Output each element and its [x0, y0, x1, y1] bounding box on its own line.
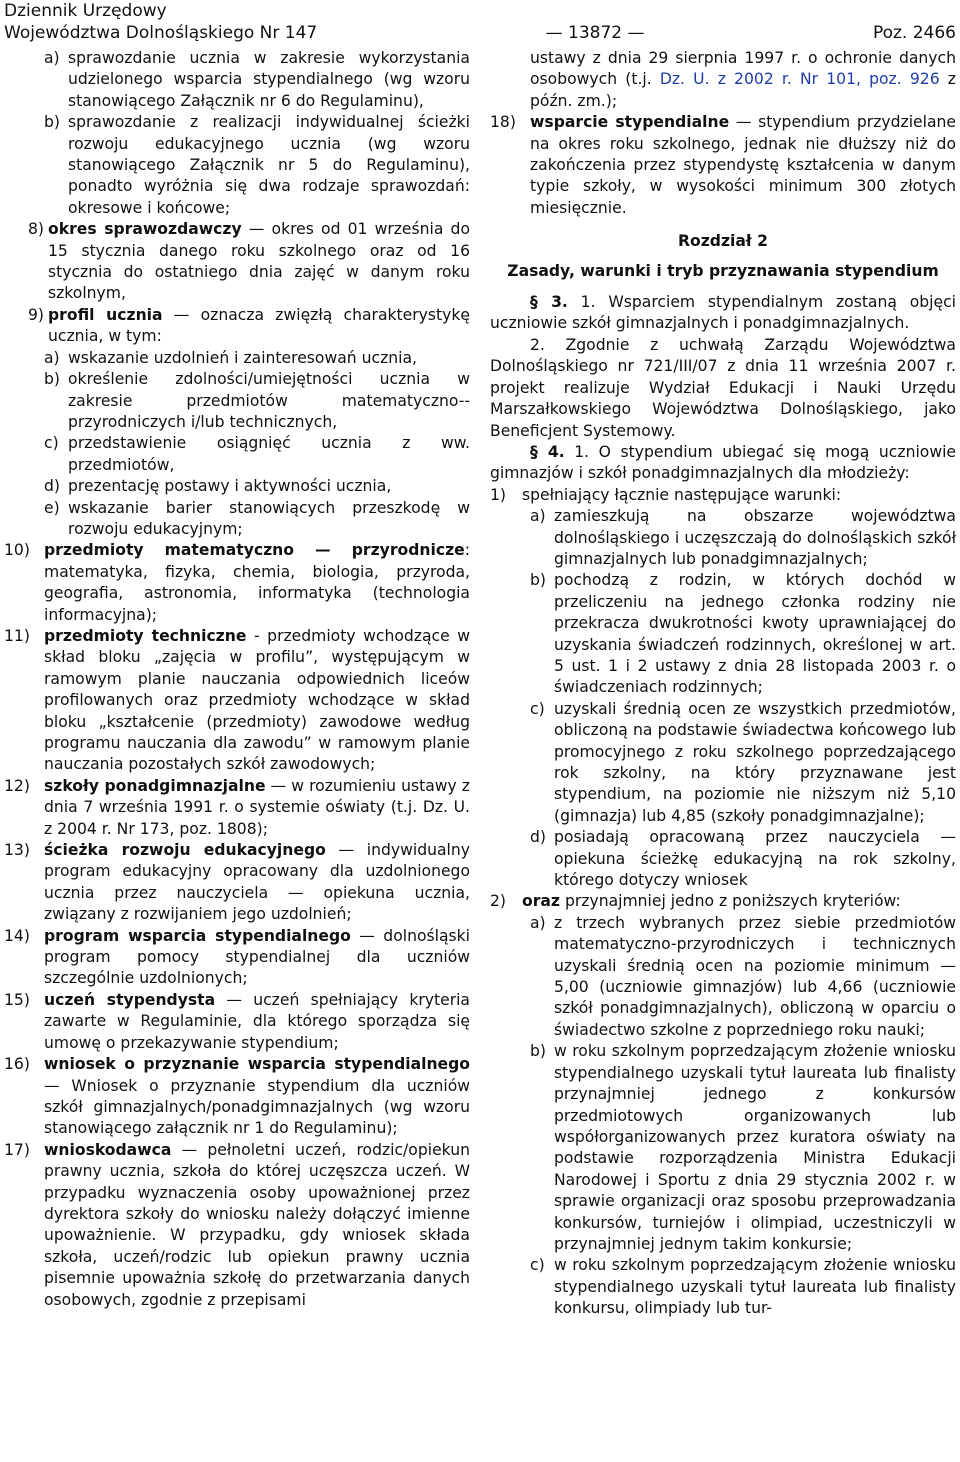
definition-14: 14) program wsparcia stypendialnego — dolnośląski program pomocy stypendialnej dla uczniów szczególnie uzdolnionych; [4, 926, 470, 988]
list-item-9c: c) przedstawienie osiągnięć ucznia z ww. przedmiotów, [44, 434, 470, 474]
page-header [4, 0, 956, 44]
definition-17: 17) wnioskodawca — pełnoletni uczeń, rodzic/opiekun prawny ucznia, szkoła do której uczęszcza uczeń. W przypadku wyznaczenia osoby upoważnionej przez dyrektora szkoły do wniosku należy dołączyć imienne upoważnienie. W przypadku, gdy wniosek składa szkoła, uczeń/rodzic lub opiekun prawny ucznia pisemnie upoważnia szkołę do przetwarzania danych osobowych, zgodnie z przepisami [4, 1140, 470, 1309]
list-item-a: a) sprawozdanie ucznia w zakresie wykorzystania udzielonego wsparcia stypendialnego (wg wzoru stanowiącego Załącznik nr 6 do Regulaminu), [44, 49, 470, 110]
voivodeship-issue: Województwa Dolnośląskiego Nr 147 [4, 23, 318, 43]
header-row [4, 22, 956, 44]
definition-12: 12) szkoły ponadgimnazjalne — w rozumieniu ustawy z dnia 7 września 1991 r. o systemie oświaty (t.j. Dz. U. z 2004 r. Nr 173, poz. 1808); [4, 776, 470, 838]
definition-9: 9) profil ucznia — oznacza zwięzłą charakterystykę ucznia, w tym: [27, 305, 470, 346]
list-item-9d: d) prezentację postawy i aktywności ucznia, [44, 477, 392, 496]
list-item-9b: b) określenie zdolności/umiejętności ucznia w zakresie przedmiotów matematyczno--przyrodniczych i/lub technicznych, [44, 370, 470, 431]
definition-18: 18) wsparcie stypendialne — stypendium przydzielane na okres roku szkolnego, jednak nie dłuższy niż do zakończenia przez stypendystę kształcenia w danym typie szkoły, w wysokości minimum 300 złotych miesięcznie. [490, 113, 957, 217]
chapter-heading: Rozdział 2 [678, 232, 768, 251]
chapter-title: Zasady, warunki i tryb przyznawania stypendium [507, 261, 939, 280]
list-item-9a: a) wskazanie uzdolnień i zainteresowań ucznia, [44, 348, 417, 367]
right-column [490, 48, 956, 1320]
condition-1b: b) pochodzą z rodzin, w których dochód w przeliczeniu na jednego członka rodziny nie przekracza dwukrotności kwoty uprawniającej do uzyskania świadczeń rodzinnych, określonej w art. 5 ust. 1 i 2 ustawy z dnia 28 listopada 2003 r. o świadczeniach rodzinnych; [530, 571, 956, 697]
definition-16: 16) wniosek o przyznanie wsparcia stypendialnego — Wniosek o przyznanie stypendium dla uczniów szkół gimnazjalnych/ponadgimnazjalnych (wg wzoru stanowiącego załącznik nr 1 do Regulaminu); [4, 1055, 470, 1138]
condition-2b: b) w roku szkolnym poprzedzającym złożenie wniosku stypendialnego uzyskali tytuł laureata lub finalisty przynajmniej jednego z konkursów przedmiotowych organizowanych lub współorganizowanych przez kuratora oświaty na podstawie rozporządzenia Ministra Edukacji Narodowej i Sportu z dnia 29 stycznia 2002 r. w sprawie organizacji oraz sposobu przeprowadzania konkursów, turniejów i olimpiad, uczestniczyli w przynajmniej jednym takim konkursie; [530, 1042, 956, 1253]
condition-2: 2) oraz przynajmniej jedno z poniższych kryteriów: [490, 892, 901, 911]
condition-2a: a) z trzech wybranych przez siebie przedmiotów matematyczno-przyrodniczych i technicznych uzyskali średnią ocen na poziomie minimum — 5,00 (uczniowie gimnazjów) lub 4,66 (uczniowie szkół ponadgimnazjalnych), obliczoną w oparciu o świadectwo szkolne z poprzedniego roku nauki; [530, 913, 956, 1039]
condition-1: 1) spełniający łącznie następujące warunki: [490, 485, 842, 504]
section-3-para-1: § 3. 1. Wsparciem stypendialnym zostaną objęci uczniowie szkół gimnazjalnych i ponadgimnazjalnych. [490, 293, 957, 333]
section-3-para-2: 2. Zgodnie z uchwałą Zarządu Województwa Dolnośląskiego nr 721/III/07 z dnia 11 września 2007 r. projekt realizuje Wydział Edukacji i Nauki Urzędu Marszałkowskiego Województwa Dolnośląskiego, jako Beneficjent Systemowy. [490, 335, 956, 440]
definition-13: 13) ścieżka rozwoju edukacyjnego — indywidualny program edukacyjny opracowany dla uzdolnionego ucznia przez nauczyciela — opiekuna ucznia, związany z rozwijaniem jego uzdolnień; [4, 841, 471, 924]
legal-reference-link[interactable]: Dz. U. z 2002 r. Nr 101, poz. 926 [659, 70, 940, 89]
definition-8: 8) okres sprawozdawczy — okres od 01 września do 15 stycznia danego roku szkolnego oraz od 16 stycznia do ostatniego dnia zajęć w danym roku szkolnym, [27, 220, 470, 303]
list-item-b: b) sprawozdanie z realizacji indywidualnej ścieżki rozwoju edukacyjnego ucznia (wg wzoru stanowiącego Załącznik nr 5 do Regulaminu), ponadto wyróżnia się dwa rodzaje sprawozdań: okresowe i końcowe; [44, 113, 470, 217]
definition-15: 15) uczeń stypendysta — uczeń spełniający kryteria zawarte w Regulaminie, dla którego sporządza się umowę o przekazywanie stypendium; [4, 990, 470, 1052]
page-number: — 13872 — [545, 23, 645, 43]
journal-title: Dziennik Urzędowy [4, 1, 167, 21]
left-column [4, 48, 470, 1311]
list-item-9e: e) wskazanie barier stanowiących przeszkodę w rozwoju edukacyjnym; [44, 498, 470, 538]
condition-1a: a) zamieszkują na obszarze województwa dolnośląskiego i uczęszczają do dolnośląskich szkół gimnazjalnych lub ponadgimnazjalnych; [530, 507, 956, 568]
definition-10: 10) przedmioty matematyczno — przyrodnicze: matematyka, fizyka, chemia, biologia, przyroda, geografia, astronomia, informatyka (technologia informacyjna); [4, 541, 470, 624]
position-number: Poz. 2466 [872, 23, 956, 43]
definition-11: 11) przedmioty techniczne - przedmioty wchodzące w skład bloku „zajęcia w profilu”, występującym w ramowym planie nauczania odpowiednich liceów profilowanych oraz przedmioty wchodzące w skład bloku „kształcenie (przedmioty) zawodowe według programu nauczania dla zawodu” w ramowym planie nauczania pozostałych szkół zawodowych; [4, 626, 470, 774]
section-4-para-1: § 4. 1. O stypendium ubiegać się mogą uczniowie gimnazjów i szkół ponadgimnazjalnych dla młodzieży: [490, 442, 957, 483]
continuation-text: ustawy z dnia 29 sierpnia 1997 r. o ochronie danych osobowych (t.j. Dz. U. z 2002 r. Nr 101, poz. 926 z późn. zm.); [530, 49, 956, 110]
condition-2c: c) w roku szkolnym poprzedzającym złożenie wniosku stypendialnego uzyskali tytuł laureata lub finalisty konkursu, olimpiady lub tur- [530, 1256, 956, 1318]
condition-1c: c) uzyskali średnią ocen ze wszystkich przedmiotów, obliczoną na podstawie świadectwa końcowego lub promocyjnego z roku szkolnego poprzedzającego rok szkolny, na który przyznawane jest stypendium, na poziomie nie niższym niż 5,10 (gimnazja) lub 4,85 (szkoły ponadgimnazjalne); [530, 699, 956, 825]
condition-1d: d) posiadają opracowaną przez nauczyciela — opiekuna ścieżkę edukacyjną na rok szkolny, którego dotyczy wniosek [530, 828, 956, 890]
